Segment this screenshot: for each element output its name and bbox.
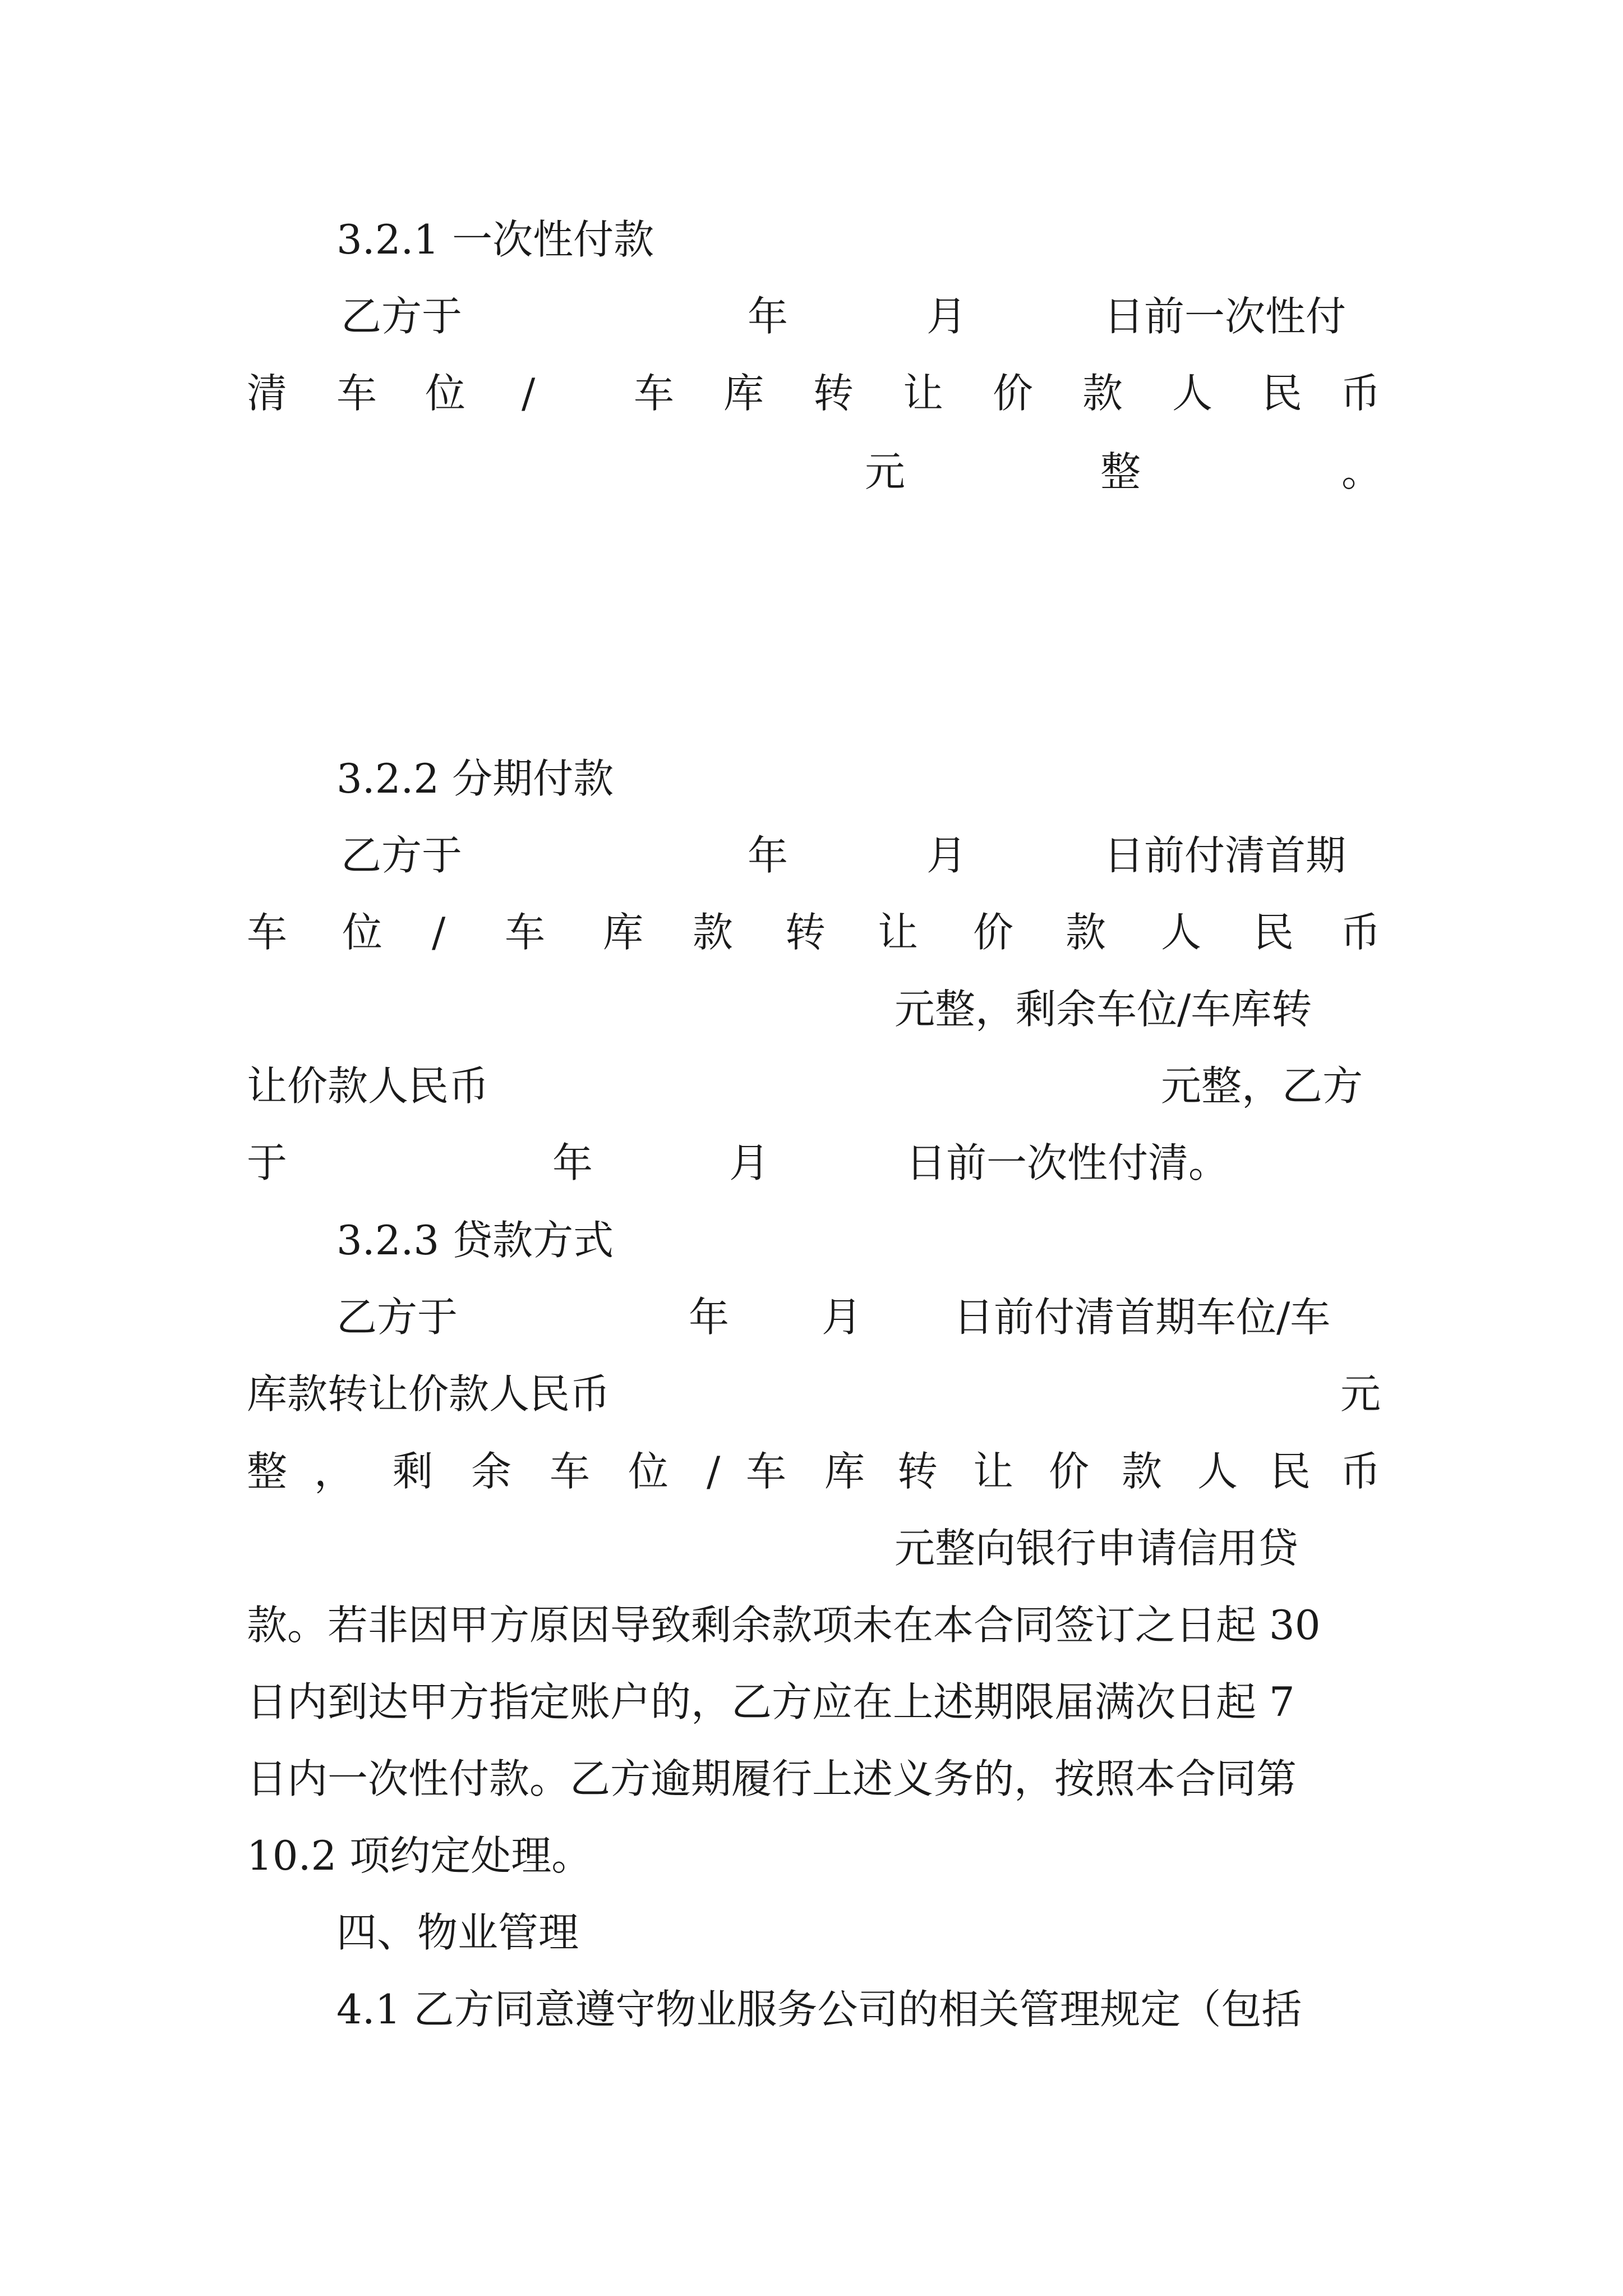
paragraph-line: 元整向银行申请信用贷 (895, 1525, 1299, 1572)
section-heading-3-2-3: 3.2.3 贷款方式 (336, 1217, 614, 1264)
section-heading-3-2-1: 3.2.1 一次性付款 (336, 216, 654, 263)
document-page: 3.2.1 一次性付款 乙方于 年 月 日前一次性付 清 车 位 / 车 库 转 让 价 款 人 民 币 元 整 。 3.2.2 分期付款 乙方于 年 月 日前付清首期 车 位 / 车 库 款 转 让 价 款 人 民 币 元整，剩余车位/车库转 让价款人民币 元整，乙方 于 年 月 日前一次性付清。 3.2.3 贷款方式 乙方于 年 月 日前付清首期车位/车 库款转让价款人民币 元 整 ， 剩 余 车 位 / 车 库 转 让 价 款 人 民 币 元整向银行申请信用贷 款。若非因甲方原因导致剩余款项未在本合同签订之日起 30 日内到达甲方指定账户的，乙方应在上述期限届满次日起 7 日内一次性付款。乙方逾期履行上述义务的，按照本合同第 10.2 项约定处理。 四、物业管理 4.1 乙方同意遵守物业服务公司的相关管理规定（包括 (0, 0, 1623, 2296)
paragraph-line: 4.1 乙方同意遵守物业服务公司的相关管理规定（包括 (336, 1986, 1302, 2033)
section-heading-3-2-2: 3.2.2 分期付款 (336, 755, 614, 802)
section-heading-4: 四、物业管理 (336, 1909, 579, 1956)
paragraph-line: 10.2 项约定处理。 (247, 1832, 592, 1879)
paragraph-line: 日内到达甲方指定账户的，乙方应在上述期限届满次日起 7 (247, 1678, 1295, 1726)
paragraph-line: 日内一次性付款。乙方逾期履行上述义务的，按照本合同第 (247, 1755, 1297, 1802)
paragraph-line: 款。若非因甲方原因导致剩余款项未在本合同签订之日起 30 (247, 1602, 1321, 1649)
paragraph-line: 元整，剩余车位/车库转 (895, 986, 1312, 1033)
